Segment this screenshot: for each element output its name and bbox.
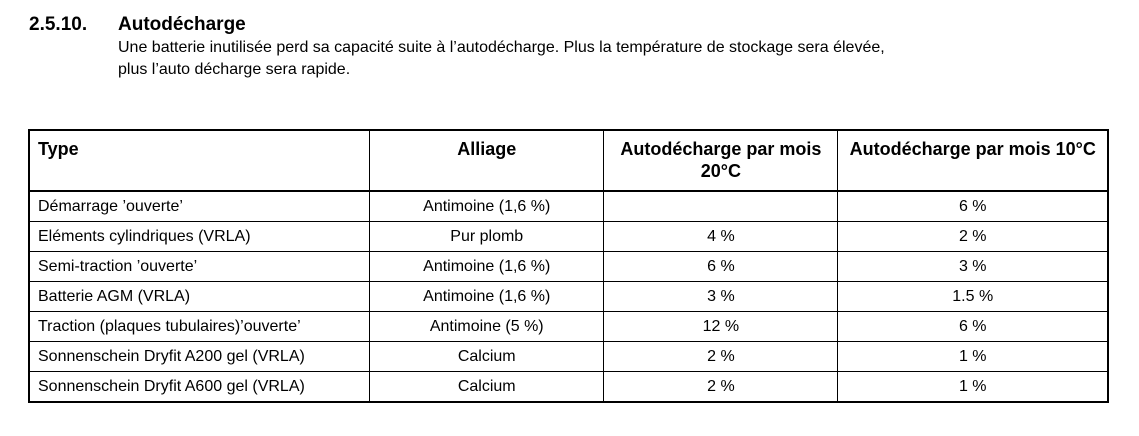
table-header <box>29 130 1108 191</box>
table-row <box>29 372 1108 403</box>
cell-alloy: Calcium <box>370 342 604 372</box>
table-row <box>29 252 1108 282</box>
cell-rate-10c: 1 % <box>838 372 1108 403</box>
cell-rate-10c: 3 % <box>838 252 1108 282</box>
cell-type: Sonnenschein Dryfit A200 gel (VRLA) <box>29 342 370 372</box>
cell-rate-20c: 2 % <box>604 342 838 372</box>
cell-rate-10c: 1.5 % <box>838 282 1108 312</box>
cell-rate-10c: 6 % <box>838 191 1108 222</box>
table-row <box>29 222 1108 252</box>
cell-rate-20c: 4 % <box>604 222 838 252</box>
table-body <box>29 191 1108 402</box>
cell-rate-20c: 3 % <box>604 282 838 312</box>
section-heading <box>29 14 1109 36</box>
section-title: Autodécharge <box>118 14 246 35</box>
table-row <box>29 282 1108 312</box>
header-type: Type <box>29 130 370 191</box>
section <box>29 14 1109 81</box>
intro-line-1: Une batterie inutilisée perd sa capacité suite à l’autodécharge. Plus la température de stockage sera élevée, <box>118 39 885 56</box>
cell-alloy: Pur plomb <box>370 222 604 252</box>
header-rate-10c: Autodécharge par mois 10°C <box>838 130 1108 191</box>
header-alloy: Alliage <box>370 130 604 191</box>
cell-rate-20c: 12 % <box>604 312 838 342</box>
cell-rate-20c: 2 % <box>604 372 838 403</box>
intro-line-2: plus l’auto décharge sera rapide. <box>118 61 351 78</box>
cell-alloy: Antimoine (1,6 %) <box>370 252 604 282</box>
cell-rate-20c: 6 % <box>604 252 838 282</box>
cell-type: Eléments cylindriques (VRLA) <box>29 222 370 252</box>
table-row <box>29 312 1108 342</box>
section-number: 2.5.10. <box>29 14 88 35</box>
cell-rate-10c: 6 % <box>838 312 1108 342</box>
cell-rate-10c: 2 % <box>838 222 1108 252</box>
header-row <box>29 130 1108 191</box>
cell-type: Batterie AGM (VRLA) <box>29 282 370 312</box>
cell-alloy: Antimoine (1,6 %) <box>370 191 604 222</box>
cell-alloy: Calcium <box>370 372 604 403</box>
cell-type: Traction (plaques tubulaires)’ouverte’ <box>29 312 370 342</box>
cell-rate-10c: 1 % <box>838 342 1108 372</box>
cell-alloy: Antimoine (5 %) <box>370 312 604 342</box>
table-row <box>29 342 1108 372</box>
header-rate-20c: Autodécharge par mois 20°C <box>604 130 838 191</box>
cell-alloy: Antimoine (1,6 %) <box>370 282 604 312</box>
cell-type: Semi-traction ’ouverte’ <box>29 252 370 282</box>
cell-rate-20c <box>604 191 838 222</box>
cell-type: Démarrage ’ouverte’ <box>29 191 370 222</box>
cell-type: Sonnenschein Dryfit A600 gel (VRLA) <box>29 372 370 403</box>
intro-paragraph <box>118 37 1109 81</box>
table-row <box>29 191 1108 222</box>
self-discharge-table <box>28 129 1109 403</box>
